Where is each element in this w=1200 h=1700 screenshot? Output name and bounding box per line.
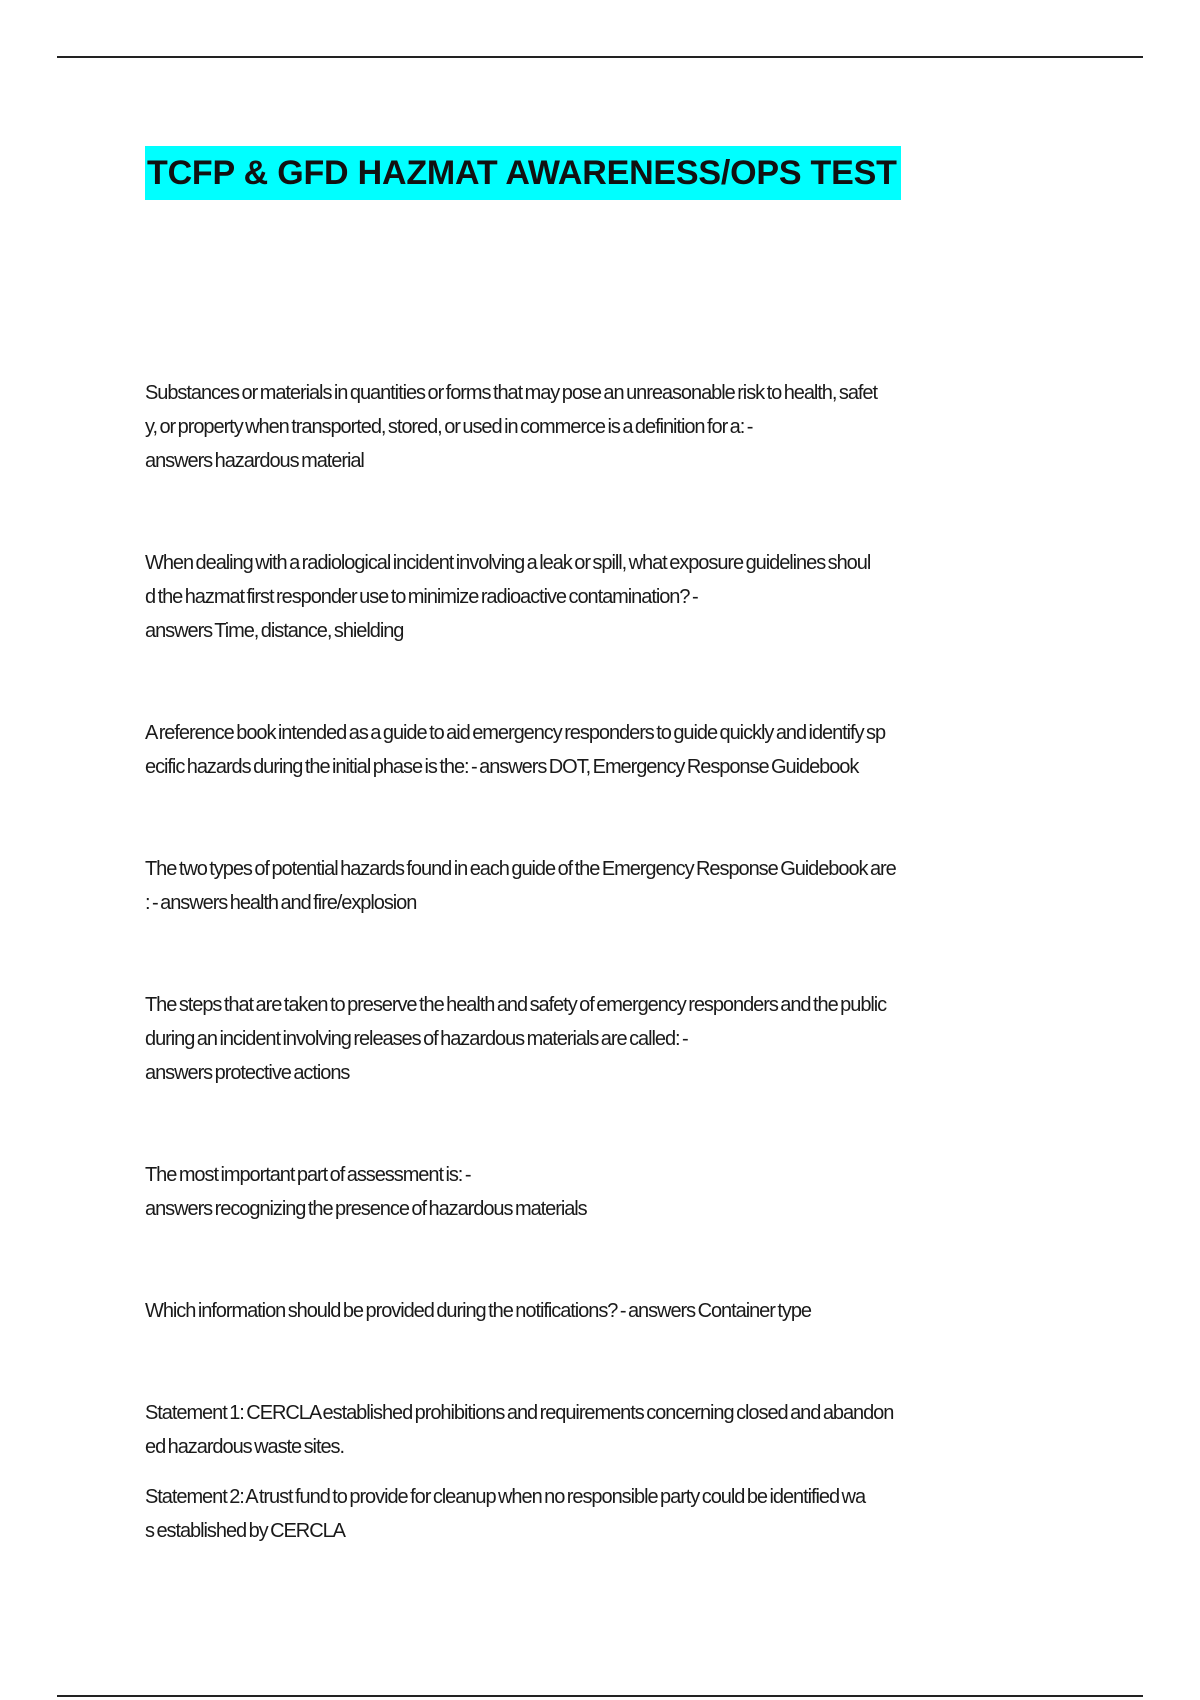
text-line: answers protective actions: [145, 1062, 350, 1084]
question-paragraph: [145, 1294, 1060, 1328]
text-line: When dealing with a radiological incident involving a leak or spill, what exposure guidelines shoul: [145, 552, 871, 574]
header-rule: [57, 56, 1143, 58]
text-line: Statement 1: CERCLA established prohibitions and requirements concerning closed and abandon: [145, 1402, 894, 1424]
text-line: answers recognizing the presence of hazardous materials: [145, 1198, 587, 1220]
text-line: Which information should be provided during the notifications? - answers Container type: [145, 1300, 811, 1322]
text-line: Statement 2: A trust fund to provide for cleanup when no responsible party could be identified wa: [145, 1486, 866, 1508]
document-body: [145, 376, 1060, 1548]
text-line: The most important part of assessment is: -: [145, 1164, 471, 1186]
text-line: answers Time, distance, shielding: [145, 620, 404, 642]
text-line: answers hazardous material: [145, 450, 364, 472]
text-line: y, or property when transported, stored, or used in commerce is a definition for a: -: [145, 416, 753, 438]
question-paragraph: [145, 988, 1060, 1090]
document-title-block: [145, 146, 901, 200]
text-line: A reference book intended as a guide to aid emergency responders to guide quickly and identify sp: [145, 722, 886, 744]
question-paragraph: [145, 716, 1060, 784]
text-line: The two types of potential hazards found in each guide of the Emergency Response Guidebook are: [145, 858, 896, 880]
text-line: : - answers health and fire/explosion: [145, 892, 417, 914]
footer-rule: [57, 1695, 1143, 1697]
question-paragraph: [145, 546, 1060, 648]
question-paragraph: [145, 376, 1060, 478]
document-title: TCFP & GFD HAZMAT AWARENESS/OPS TEST: [145, 146, 901, 200]
text-line: ed hazardous waste sites.: [145, 1436, 344, 1458]
text-line: Substances or materials in quantities or forms that may pose an unreasonable risk to health, safet: [145, 382, 878, 404]
text-line: ecific hazards during the initial phase is the: - answers DOT, Emergency Response Guidebook: [145, 756, 859, 778]
text-line: The steps that are taken to preserve the health and safety of emergency responders and the public: [145, 994, 887, 1016]
question-paragraph: [145, 852, 1060, 920]
statement-paragraph: [145, 1396, 1060, 1464]
statement-paragraph: [145, 1480, 1060, 1548]
question-paragraph: [145, 1158, 1060, 1226]
text-line: during an incident involving releases of hazardous materials are called: -: [145, 1028, 688, 1050]
text-line: d the hazmat first responder use to minimize radioactive contamination? -: [145, 586, 698, 608]
text-line: s established by CERCLA: [145, 1520, 345, 1542]
